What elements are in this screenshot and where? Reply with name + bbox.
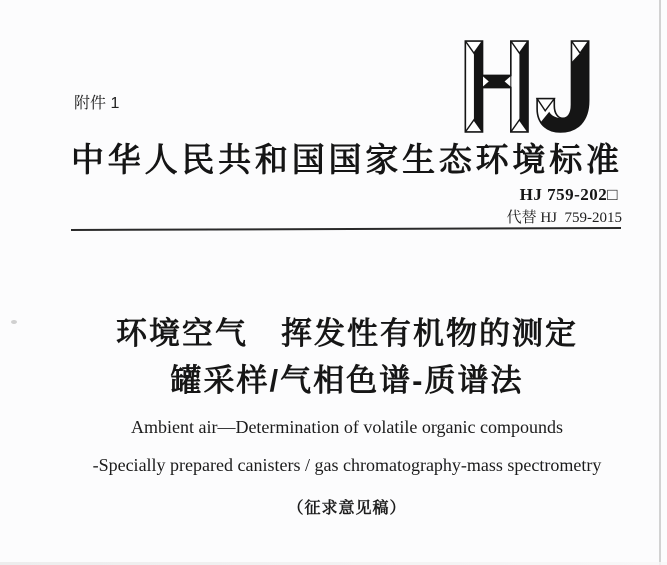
scan-artifact-speck [11, 320, 17, 324]
document-title-cn-line1: 环境空气 挥发性有机物的测定 [116, 316, 578, 351]
document-title-cn-line2: 罐采样/气相色谱-质谱法 [170, 363, 524, 398]
document-title-en-line1: Ambient air—Determination of volatile organic compounds [130, 417, 564, 437]
standard-number: HJ 759-202□ [519, 185, 618, 204]
draft-status-note: （征求意见稿） [287, 500, 407, 517]
hj-logo-icon [464, 40, 590, 133]
scan-edge-right [659, 0, 661, 565]
header-rule [71, 227, 621, 231]
standard-heading: 中华人民共和国国家生态环境标准 [71, 143, 620, 179]
document-title-en-line2: -Specially prepared canisters / gas chromatography-mass spectrometry [92, 455, 602, 475]
replaces-note: 代替 HJ 759-2015 [506, 210, 622, 226]
attachment-label: 附件 1 [74, 95, 120, 112]
